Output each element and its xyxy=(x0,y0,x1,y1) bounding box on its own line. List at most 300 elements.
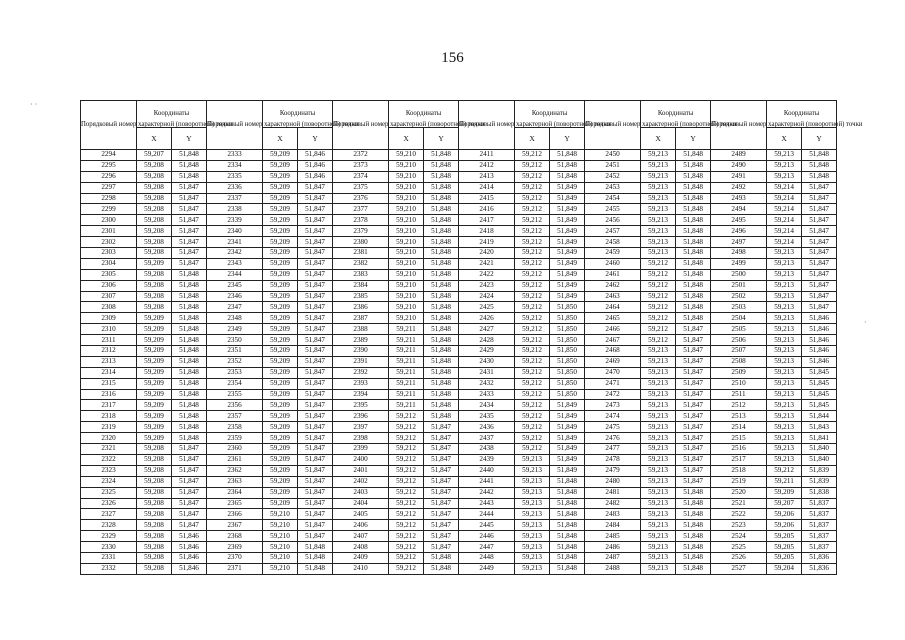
table-row xyxy=(81,400,837,411)
coord-x-cell: 59,211 xyxy=(389,367,424,378)
coord-y-cell: 51,847 xyxy=(298,389,333,400)
coord-x-cell: 59,213 xyxy=(641,356,676,367)
coord-x-cell: 59,208 xyxy=(137,237,172,248)
point-number-cell: 2519 xyxy=(711,476,767,487)
point-number-cell: 2509 xyxy=(711,367,767,378)
coord-y-cell: 51,847 xyxy=(676,367,711,378)
point-number-cell: 2392 xyxy=(333,367,389,378)
header-y: Y xyxy=(676,128,711,150)
coord-y-cell: 51,847 xyxy=(298,465,333,476)
coord-x-cell: 59,209 xyxy=(137,433,172,444)
coord-x-cell: 59,213 xyxy=(641,150,676,161)
coord-y-cell: 51,847 xyxy=(676,433,711,444)
coord-x-cell: 59,213 xyxy=(641,454,676,465)
coord-y-cell: 51,847 xyxy=(298,280,333,291)
table-row xyxy=(81,487,837,498)
coord-x-cell: 59,208 xyxy=(137,531,172,542)
coord-y-cell: 51,848 xyxy=(676,258,711,269)
point-number-cell: 2356 xyxy=(207,400,263,411)
point-number-cell: 2338 xyxy=(207,204,263,215)
coord-x-cell: 59,212 xyxy=(389,563,424,574)
coord-x-cell: 59,209 xyxy=(137,324,172,335)
coord-y-cell: 51,846 xyxy=(802,346,837,357)
coord-x-cell: 59,212 xyxy=(515,226,550,237)
point-number-cell: 2401 xyxy=(333,465,389,476)
coord-x-cell: 59,214 xyxy=(767,237,802,248)
point-number-cell: 2435 xyxy=(459,411,515,422)
point-number-cell: 2389 xyxy=(333,335,389,346)
table-row xyxy=(81,150,837,161)
coord-y-cell: 51,848 xyxy=(172,171,207,182)
point-number-cell: 2317 xyxy=(81,400,137,411)
point-number-cell: 2420 xyxy=(459,248,515,259)
coord-x-cell: 59,210 xyxy=(389,171,424,182)
point-number-cell: 2448 xyxy=(459,552,515,563)
point-number-cell: 2313 xyxy=(81,356,137,367)
coord-x-cell: 59,209 xyxy=(137,389,172,400)
coord-x-cell: 59,213 xyxy=(641,509,676,520)
point-number-cell: 2403 xyxy=(333,487,389,498)
coord-y-cell: 51,849 xyxy=(550,226,585,237)
coord-x-cell: 59,213 xyxy=(767,400,802,411)
coord-y-cell: 51,846 xyxy=(298,160,333,171)
table-row xyxy=(81,433,837,444)
coord-y-cell: 51,841 xyxy=(802,433,837,444)
coord-y-cell: 51,848 xyxy=(424,226,459,237)
coord-x-cell: 59,212 xyxy=(515,302,550,313)
point-number-cell: 2377 xyxy=(333,204,389,215)
point-number-cell: 2489 xyxy=(711,150,767,161)
point-number-cell: 2303 xyxy=(81,248,137,259)
point-number-cell: 2452 xyxy=(585,171,641,182)
coord-x-cell: 59,212 xyxy=(515,269,550,280)
point-number-cell: 2437 xyxy=(459,433,515,444)
point-number-cell: 2320 xyxy=(81,433,137,444)
coord-y-cell: 51,848 xyxy=(172,335,207,346)
coord-y-cell: 51,848 xyxy=(298,552,333,563)
coord-x-cell: 59,209 xyxy=(263,258,298,269)
coord-y-cell: 51,847 xyxy=(298,433,333,444)
header-coordinates: Координаты xyxy=(641,101,711,128)
table-row xyxy=(81,356,837,367)
table-row xyxy=(81,193,837,204)
point-number-cell: 2515 xyxy=(711,433,767,444)
coord-y-cell: 51,848 xyxy=(550,531,585,542)
coord-y-cell: 51,847 xyxy=(802,302,837,313)
coord-y-cell: 51,848 xyxy=(550,563,585,574)
point-number-cell: 2354 xyxy=(207,378,263,389)
coord-y-cell: 51,847 xyxy=(172,237,207,248)
coord-x-cell: 59,213 xyxy=(515,563,550,574)
coord-x-cell: 59,213 xyxy=(641,237,676,248)
coord-y-cell: 51,848 xyxy=(550,150,585,161)
page-number: 156 xyxy=(441,50,464,66)
table-row xyxy=(81,313,837,324)
coord-y-cell: 51,847 xyxy=(424,465,459,476)
coord-y-cell: 51,847 xyxy=(802,291,837,302)
table-row xyxy=(81,258,837,269)
point-number-cell: 2384 xyxy=(333,280,389,291)
coord-y-cell: 51,848 xyxy=(172,269,207,280)
point-number-cell: 2294 xyxy=(81,150,137,161)
coord-y-cell: 51,848 xyxy=(424,204,459,215)
coord-y-cell: 51,850 xyxy=(550,367,585,378)
header-y: Y xyxy=(802,128,837,150)
coord-y-cell: 51,848 xyxy=(676,487,711,498)
coord-y-cell: 51,848 xyxy=(424,258,459,269)
coord-x-cell: 59,208 xyxy=(137,160,172,171)
coord-y-cell: 51,836 xyxy=(802,563,837,574)
point-number-cell: 2336 xyxy=(207,182,263,193)
coord-y-cell: 51,848 xyxy=(676,302,711,313)
coord-x-cell: 59,210 xyxy=(263,552,298,563)
point-number-cell: 2360 xyxy=(207,444,263,455)
coord-x-cell: 59,208 xyxy=(137,476,172,487)
header-y: Y xyxy=(298,128,333,150)
coord-x-cell: 59,213 xyxy=(515,552,550,563)
point-number-cell: 2417 xyxy=(459,215,515,226)
table-row xyxy=(81,422,837,433)
coord-y-cell: 51,847 xyxy=(298,291,333,302)
coord-y-cell: 51,847 xyxy=(676,346,711,357)
point-number-cell: 2476 xyxy=(585,433,641,444)
coord-y-cell: 51,847 xyxy=(172,454,207,465)
coord-x-cell: 59,213 xyxy=(767,422,802,433)
coord-x-cell: 59,212 xyxy=(641,324,676,335)
coord-x-cell: 59,212 xyxy=(389,465,424,476)
point-number-cell: 2505 xyxy=(711,324,767,335)
coord-x-cell: 59,213 xyxy=(641,204,676,215)
coord-x-cell: 59,210 xyxy=(263,520,298,531)
point-number-cell: 2453 xyxy=(585,182,641,193)
point-number-cell: 2471 xyxy=(585,378,641,389)
coord-y-cell: 51,846 xyxy=(172,531,207,542)
point-number-cell: 2380 xyxy=(333,237,389,248)
point-number-cell: 2331 xyxy=(81,552,137,563)
point-number-cell: 2421 xyxy=(459,258,515,269)
coord-x-cell: 59,213 xyxy=(641,171,676,182)
point-number-cell: 2340 xyxy=(207,226,263,237)
coord-y-cell: 51,847 xyxy=(298,422,333,433)
point-number-cell: 2487 xyxy=(585,552,641,563)
coord-y-cell: 51,847 xyxy=(298,509,333,520)
point-number-cell: 2410 xyxy=(333,563,389,574)
coord-y-cell: 51,848 xyxy=(550,542,585,553)
coord-y-cell: 51,848 xyxy=(550,487,585,498)
point-number-cell: 2391 xyxy=(333,356,389,367)
point-number-cell: 2396 xyxy=(333,411,389,422)
point-number-cell: 2497 xyxy=(711,237,767,248)
coord-x-cell: 59,212 xyxy=(515,313,550,324)
coord-y-cell: 51,848 xyxy=(550,520,585,531)
coord-y-cell: 51,848 xyxy=(550,498,585,509)
coord-y-cell: 51,848 xyxy=(550,171,585,182)
point-number-cell: 2470 xyxy=(585,367,641,378)
coord-x-cell: 59,211 xyxy=(767,476,802,487)
coord-x-cell: 59,209 xyxy=(137,378,172,389)
coord-y-cell: 51,845 xyxy=(802,389,837,400)
coord-x-cell: 59,213 xyxy=(515,498,550,509)
coord-x-cell: 59,212 xyxy=(389,552,424,563)
coord-x-cell: 59,209 xyxy=(767,487,802,498)
coord-y-cell: 51,847 xyxy=(424,454,459,465)
point-number-cell: 2495 xyxy=(711,215,767,226)
coord-y-cell: 51,848 xyxy=(424,389,459,400)
coord-x-cell: 59,211 xyxy=(389,400,424,411)
coord-x-cell: 59,213 xyxy=(767,280,802,291)
coord-y-cell: 51,846 xyxy=(298,171,333,182)
table-row xyxy=(81,204,837,215)
table-row xyxy=(81,171,837,182)
coord-y-cell: 51,847 xyxy=(298,346,333,357)
coord-y-cell: 51,848 xyxy=(172,150,207,161)
coord-x-cell: 59,213 xyxy=(767,389,802,400)
coord-x-cell: 59,212 xyxy=(515,356,550,367)
point-number-cell: 2341 xyxy=(207,237,263,248)
header-x: X xyxy=(767,128,802,150)
point-number-cell: 2461 xyxy=(585,269,641,280)
point-number-cell: 2416 xyxy=(459,204,515,215)
point-number-cell: 2371 xyxy=(207,563,263,574)
point-number-cell: 2513 xyxy=(711,411,767,422)
coord-x-cell: 59,208 xyxy=(137,248,172,259)
point-number-cell: 2426 xyxy=(459,313,515,324)
coord-y-cell: 51,847 xyxy=(172,204,207,215)
point-number-cell: 2503 xyxy=(711,302,767,313)
coord-y-cell: 51,837 xyxy=(802,498,837,509)
coord-x-cell: 59,213 xyxy=(515,542,550,553)
point-number-cell: 2438 xyxy=(459,444,515,455)
point-number-cell: 2526 xyxy=(711,552,767,563)
point-number-cell: 2522 xyxy=(711,509,767,520)
coord-y-cell: 51,848 xyxy=(802,171,837,182)
coord-y-cell: 51,848 xyxy=(550,552,585,563)
header-coordinates: Координаты xyxy=(767,101,837,128)
coord-x-cell: 59,212 xyxy=(515,280,550,291)
coord-y-cell: 51,847 xyxy=(424,487,459,498)
coord-x-cell: 59,209 xyxy=(263,433,298,444)
header-y: Y xyxy=(550,128,585,150)
coord-y-cell: 51,848 xyxy=(424,356,459,367)
point-number-cell: 2443 xyxy=(459,498,515,509)
coord-y-cell: 51,847 xyxy=(424,498,459,509)
coord-x-cell: 59,210 xyxy=(389,269,424,280)
coord-y-cell: 51,849 xyxy=(550,291,585,302)
point-number-cell: 2364 xyxy=(207,487,263,498)
coord-x-cell: 59,208 xyxy=(137,226,172,237)
coord-y-cell: 51,848 xyxy=(424,248,459,259)
point-number-cell: 2433 xyxy=(459,389,515,400)
coord-x-cell: 59,212 xyxy=(515,215,550,226)
table-row xyxy=(81,378,837,389)
coord-y-cell: 51,847 xyxy=(172,215,207,226)
coord-y-cell: 51,847 xyxy=(172,487,207,498)
coord-y-cell: 51,848 xyxy=(676,313,711,324)
point-number-cell: 2485 xyxy=(585,531,641,542)
coord-y-cell: 51,847 xyxy=(172,248,207,259)
coord-y-cell: 51,849 xyxy=(550,280,585,291)
table-row xyxy=(81,509,837,520)
coord-y-cell: 51,838 xyxy=(802,487,837,498)
coord-x-cell: 59,209 xyxy=(137,313,172,324)
coord-x-cell: 59,212 xyxy=(641,313,676,324)
coord-x-cell: 59,213 xyxy=(767,313,802,324)
coord-x-cell: 59,213 xyxy=(641,444,676,455)
point-number-cell: 2520 xyxy=(711,487,767,498)
point-number-cell: 2516 xyxy=(711,444,767,455)
coord-y-cell: 51,848 xyxy=(172,346,207,357)
point-number-cell: 2413 xyxy=(459,171,515,182)
coord-x-cell: 59,212 xyxy=(515,422,550,433)
coord-y-cell: 51,850 xyxy=(550,356,585,367)
coord-x-cell: 59,206 xyxy=(767,520,802,531)
point-number-cell: 2467 xyxy=(585,335,641,346)
coord-y-cell: 51,847 xyxy=(298,324,333,335)
coord-x-cell: 59,208 xyxy=(137,542,172,553)
coord-y-cell: 51,849 xyxy=(550,454,585,465)
point-number-cell: 2326 xyxy=(81,498,137,509)
coord-x-cell: 59,209 xyxy=(263,204,298,215)
point-number-cell: 2332 xyxy=(81,563,137,574)
point-number-cell: 2362 xyxy=(207,465,263,476)
point-number-cell: 2309 xyxy=(81,313,137,324)
point-number-cell: 2408 xyxy=(333,542,389,553)
coord-y-cell: 51,848 xyxy=(172,389,207,400)
coord-y-cell: 51,847 xyxy=(172,520,207,531)
coord-y-cell: 51,848 xyxy=(676,498,711,509)
coord-x-cell: 59,213 xyxy=(515,531,550,542)
coord-x-cell: 59,212 xyxy=(515,160,550,171)
coord-x-cell: 59,212 xyxy=(515,433,550,444)
point-number-cell: 2333 xyxy=(207,150,263,161)
point-number-cell: 2352 xyxy=(207,356,263,367)
coord-x-cell: 59,209 xyxy=(263,160,298,171)
point-number-cell: 2375 xyxy=(333,182,389,193)
coord-x-cell: 59,211 xyxy=(389,378,424,389)
point-number-cell: 2407 xyxy=(333,531,389,542)
point-number-cell: 2298 xyxy=(81,193,137,204)
coord-y-cell: 51,848 xyxy=(676,509,711,520)
header-coordinates: Координаты xyxy=(515,101,585,128)
coord-y-cell: 51,848 xyxy=(802,150,837,161)
coord-y-cell: 51,847 xyxy=(172,182,207,193)
coord-x-cell: 59,213 xyxy=(767,269,802,280)
table-row xyxy=(81,237,837,248)
coord-x-cell: 59,213 xyxy=(641,182,676,193)
point-number-cell: 2428 xyxy=(459,335,515,346)
coord-x-cell: 59,213 xyxy=(515,454,550,465)
coord-y-cell: 51,839 xyxy=(802,476,837,487)
coord-x-cell: 59,213 xyxy=(767,335,802,346)
table-row xyxy=(81,542,837,553)
coord-y-cell: 51,849 xyxy=(550,433,585,444)
point-number-cell: 2431 xyxy=(459,367,515,378)
coord-x-cell: 59,213 xyxy=(641,367,676,378)
table-row xyxy=(81,389,837,400)
coord-y-cell: 51,848 xyxy=(676,182,711,193)
coord-x-cell: 59,213 xyxy=(641,411,676,422)
coord-x-cell: 59,213 xyxy=(641,498,676,509)
point-number-cell: 2349 xyxy=(207,324,263,335)
point-number-cell: 2412 xyxy=(459,160,515,171)
coord-x-cell: 59,212 xyxy=(641,258,676,269)
table-body xyxy=(81,150,837,575)
coord-x-cell: 59,209 xyxy=(263,280,298,291)
point-number-cell: 2374 xyxy=(333,171,389,182)
coord-x-cell: 59,209 xyxy=(137,346,172,357)
coord-y-cell: 51,849 xyxy=(550,258,585,269)
coord-y-cell: 51,847 xyxy=(676,400,711,411)
coord-x-cell: 59,212 xyxy=(515,324,550,335)
coord-y-cell: 51,848 xyxy=(424,269,459,280)
coord-y-cell: 51,848 xyxy=(424,335,459,346)
point-number-cell: 2432 xyxy=(459,378,515,389)
point-number-cell: 2457 xyxy=(585,226,641,237)
coord-x-cell: 59,210 xyxy=(389,193,424,204)
header-point-number: Порядковый номер характерной (поворотной) точки xyxy=(711,101,767,150)
point-number-cell: 2344 xyxy=(207,269,263,280)
point-number-cell: 2329 xyxy=(81,531,137,542)
point-number-cell: 2488 xyxy=(585,563,641,574)
coord-x-cell: 59,213 xyxy=(641,552,676,563)
header-coordinates: Координаты xyxy=(263,101,333,128)
coord-y-cell: 51,850 xyxy=(550,313,585,324)
coord-y-cell: 51,848 xyxy=(676,150,711,161)
coord-y-cell: 51,847 xyxy=(298,182,333,193)
header-x: X xyxy=(641,128,676,150)
coord-x-cell: 59,212 xyxy=(515,400,550,411)
coord-x-cell: 59,209 xyxy=(263,237,298,248)
coord-y-cell: 51,847 xyxy=(676,454,711,465)
coord-y-cell: 51,848 xyxy=(424,150,459,161)
coord-y-cell: 51,848 xyxy=(424,215,459,226)
point-number-cell: 2339 xyxy=(207,215,263,226)
point-number-cell: 2311 xyxy=(81,335,137,346)
coord-y-cell: 51,849 xyxy=(550,269,585,280)
point-number-cell: 2334 xyxy=(207,160,263,171)
coord-x-cell: 59,213 xyxy=(515,465,550,476)
coord-y-cell: 51,847 xyxy=(298,335,333,346)
coord-x-cell: 59,209 xyxy=(263,215,298,226)
coord-x-cell: 59,208 xyxy=(137,280,172,291)
point-number-cell: 2393 xyxy=(333,378,389,389)
coord-x-cell: 59,212 xyxy=(515,367,550,378)
coord-y-cell: 51,848 xyxy=(172,280,207,291)
coord-x-cell: 59,209 xyxy=(137,335,172,346)
coord-y-cell: 51,848 xyxy=(676,226,711,237)
coord-x-cell: 59,212 xyxy=(389,422,424,433)
coord-y-cell: 51,848 xyxy=(424,182,459,193)
point-number-cell: 2422 xyxy=(459,269,515,280)
coord-x-cell: 59,209 xyxy=(263,487,298,498)
coord-x-cell: 59,209 xyxy=(263,248,298,259)
coord-x-cell: 59,209 xyxy=(263,150,298,161)
table-row xyxy=(81,444,837,455)
coord-x-cell: 59,205 xyxy=(767,531,802,542)
coord-x-cell: 59,210 xyxy=(389,226,424,237)
coord-y-cell: 51,847 xyxy=(298,454,333,465)
coord-y-cell: 51,848 xyxy=(676,531,711,542)
point-number-cell: 2369 xyxy=(207,542,263,553)
coord-y-cell: 51,848 xyxy=(424,324,459,335)
point-number-cell: 2514 xyxy=(711,422,767,433)
coord-y-cell: 51,848 xyxy=(424,302,459,313)
point-number-cell: 2327 xyxy=(81,509,137,520)
coord-x-cell: 59,213 xyxy=(515,476,550,487)
coord-y-cell: 51,847 xyxy=(676,444,711,455)
point-number-cell: 2427 xyxy=(459,324,515,335)
point-number-cell: 2500 xyxy=(711,269,767,280)
